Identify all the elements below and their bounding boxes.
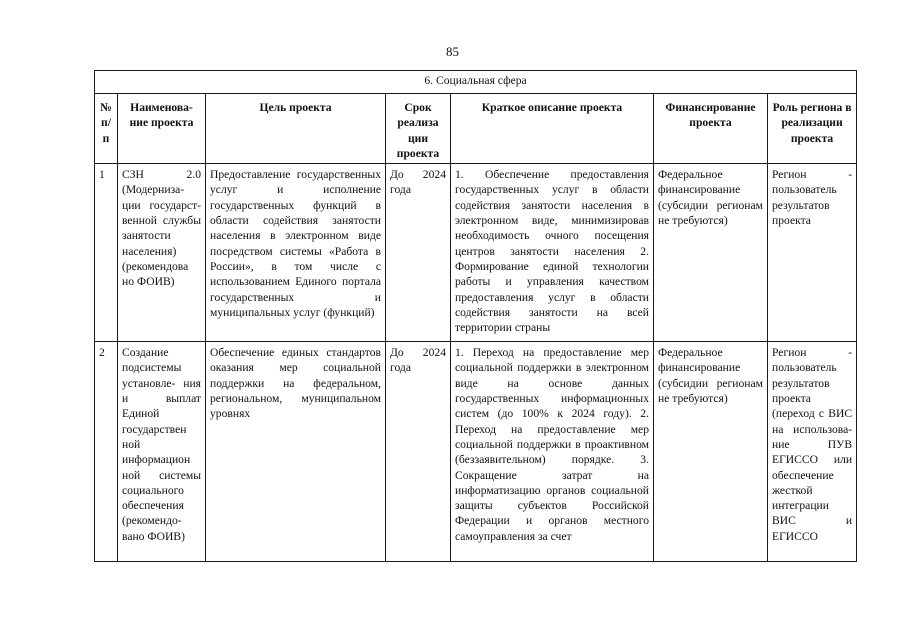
region-role-cell: Регион - пользователь результатов проекта (переход с ВИС на использова- ние ПУВ ЕГИССО или обеспечение жесткой интеграции ВИС и ЕГИССО — [768, 342, 857, 562]
page-number: 85 — [446, 44, 459, 59]
project-description-cell: 1. Переход на предоставление мер социальной поддержки в электронном виде на основе данных государственных информационных систем (до 100% к 2024 году). 2. Переход на предоставление мер социальной поддержки в проактивном (беззаявительном) порядке. 3. Сокращение затрат на информатизацию органов социальной защиты субъектов Российской Федерации и органов местного самоуправления за счет — [451, 342, 654, 562]
table-header-row — [95, 94, 857, 164]
column-header-name: Наименова- ние проекта — [118, 94, 206, 164]
project-goal-cell: Предоставление государственных услуг и исполнение государственных функций в области содействия занятости населения в электронном виде посредством системы «Работа в России», в том числе с использованием Единого портала государственных и муниципальных услуг (функций) — [206, 164, 386, 342]
project-description-cell: 1. Обеспечение предоставления государственных услуг в области содействия занятости населения в электронном виде, минимизировав необходимость очного посещения центров занятости населения 2. Формирование единой технологии работы и управления качеством предоставления услуг в области содействия занятости на всей территории страны — [451, 164, 654, 342]
row-number-cell: 1 — [95, 164, 118, 342]
column-header-number: № п/п — [95, 94, 118, 164]
projects-table — [94, 70, 857, 562]
column-header-financing: Финансирование проекта — [654, 94, 768, 164]
column-header-term: Срок реализа ции проекта — [386, 94, 451, 164]
project-goal-cell: Обеспечение единых стандартов оказания мер социальной поддержки на федеральном, региональном, муниципальном уровнях — [206, 342, 386, 562]
region-role-cell: Регион - пользователь результатов проекта — [768, 164, 857, 342]
project-name-cell: Создание подсистемы установле- ния и выплат Единой государствен ной информацион ной системы социального обеспечения (рекомендо- вано ФОИВ) — [118, 342, 206, 562]
row-number-cell: 2 — [95, 342, 118, 562]
project-financing-cell: Федеральное финансирование (субсидии регионам не требуются) — [654, 164, 768, 342]
project-financing-cell: Федеральное финансирование (субсидии регионам не требуются) — [654, 342, 768, 562]
column-header-description: Краткое описание проекта — [451, 94, 654, 164]
section-title: 6. Социальная сфера — [95, 71, 857, 94]
column-header-goal: Цель проекта — [206, 94, 386, 164]
table-row — [95, 164, 857, 342]
table-row — [95, 342, 857, 562]
project-term-cell: До 2024 года — [386, 342, 451, 562]
project-term-cell: До 2024 года — [386, 164, 451, 342]
project-name-cell: СЗН 2.0 (Модерниза- ции государст- венной службы занятости населения) (рекомендова но ФОИВ) — [118, 164, 206, 342]
column-header-role: Роль региона в реализации проекта — [768, 94, 857, 164]
